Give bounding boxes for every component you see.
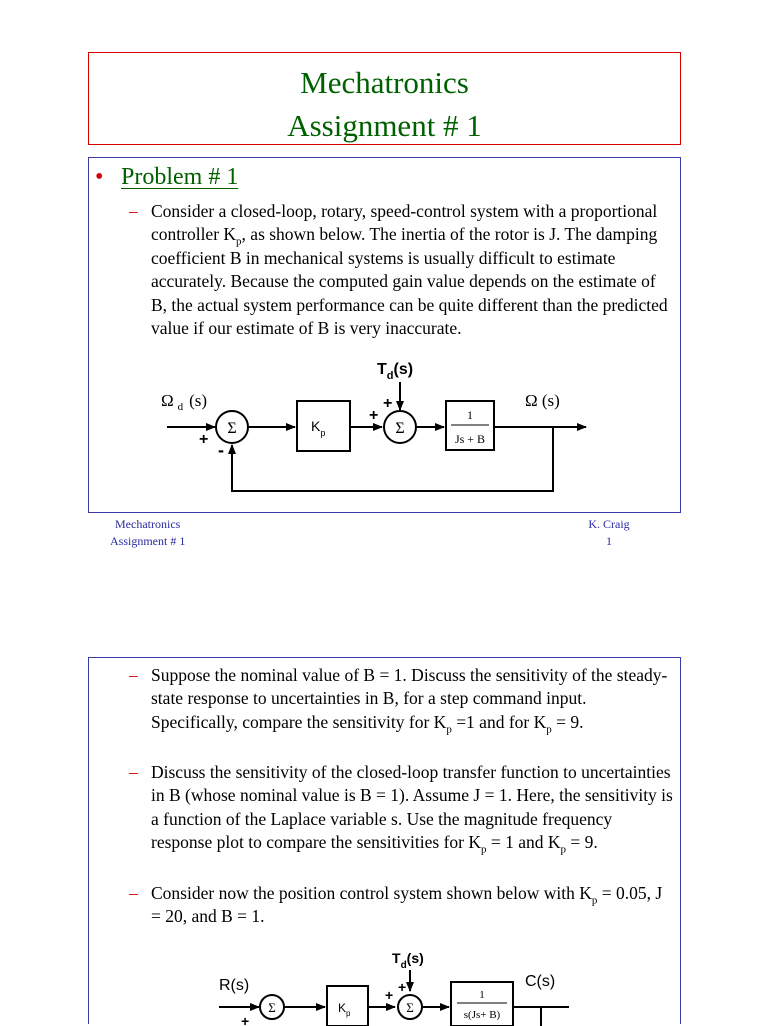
sum2-plus: + — [369, 407, 379, 424]
bullet: • — [95, 164, 104, 190]
input-plus-2: + — [241, 1013, 250, 1026]
input-plus: + — [199, 431, 209, 448]
controller-label-2: $K_p$ — [338, 1001, 351, 1018]
disturbance-plus: + — [383, 395, 393, 412]
dash-bullet: – — [129, 762, 138, 782]
content-box-2 — [88, 657, 681, 1024]
controller-block-2 — [327, 986, 368, 1026]
disturbance-plus-2: + — [398, 979, 407, 995]
position-control-block-diagram — [89, 946, 680, 1026]
title-box — [88, 52, 681, 145]
sum-symbol-2: Σ — [395, 420, 405, 437]
content-box-1 — [88, 157, 681, 513]
input-label-2: R(s) — [219, 977, 250, 994]
title-line-2: Assignment # 1 — [287, 108, 482, 143]
plant-numerator-2: 1 — [479, 989, 485, 1001]
speed-control-block-diagram — [89, 358, 680, 503]
feedback-minus: - — [218, 440, 224, 460]
sum-symbol-3: Σ — [268, 1000, 276, 1015]
problem-description: – Consider a closed-loop, rotary, speed-control system with a proportional controller $K_p$, as shown below. The inertia of the rotor is J. The damping coefficient B in mechanical systems is usually difficult to estimate accurately. Because the computed gain value depends on the estimate of B, the actual system performance can be quite different than the predicted value if our estimate of B is very inaccurate. — [129, 201, 668, 339]
problem-heading-text: Problem # 1 — [121, 164, 239, 190]
footer-author-page: K. Craig 1 — [588, 517, 630, 548]
question-item-3: – Consider now the position control system shown below with $K_p = 0.05$, J = 20, and B = 1. — [129, 883, 663, 927]
sum4-plus: + — [385, 987, 394, 1003]
output-label: Ω (s) — [525, 391, 560, 410]
controller-block — [297, 401, 350, 451]
input-label: Ω $_d$ (s) — [161, 391, 208, 413]
disturbance-label-2: $T_d(s)$ — [392, 950, 424, 971]
output-label-2: C(s) — [525, 973, 556, 990]
plant-denominator: Js + B — [454, 432, 486, 446]
plant-numerator: 1 — [467, 408, 473, 422]
dash-bullet: – — [129, 883, 138, 903]
sum-symbol-1: Σ — [227, 420, 237, 437]
question-item-1: – Suppose the nominal value of B = 1. Discuss the sensitivity of the steady-state response to uncertainties in B, for a step command input. Specifically, compare the sensitivity for $K_p =1$ and for $K_p = 9$. — [129, 665, 668, 736]
title-line-1: Mechatronics — [300, 65, 469, 100]
disturbance-label: $T_d(s)$ — [377, 361, 414, 382]
plant-denominator-2: s(Js+ B) — [463, 1009, 501, 1021]
question-item-2: – Discuss the sensitivity of the closed-loop transfer function to uncertainties in B (whose nominal value is B = 1). Assume J = 1. Here, the sensitivity is a function of the Laplace variable s. Use the magnitude frequency response plot to compare the sensitivities for $K_p = 1$ and $K_p = 9$. — [129, 762, 673, 856]
sum-symbol-4: Σ — [406, 1000, 414, 1015]
footer-course: Mechatronics Assignment # 1 — [110, 517, 186, 548]
controller-label: $K_p$ — [311, 418, 326, 438]
dash-bullet: – — [129, 201, 138, 221]
dash-bullet: – — [129, 665, 138, 685]
